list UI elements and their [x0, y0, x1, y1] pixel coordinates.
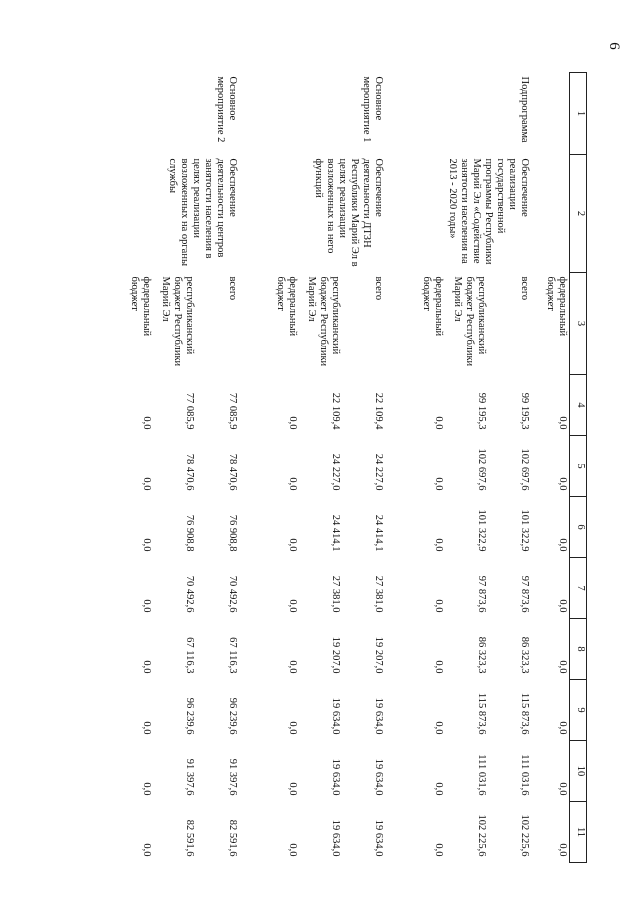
table-row — [197, 73, 240, 863]
amount-cell: 27 381,0 — [330, 575, 342, 613]
amount-cell: 19 634,0 — [373, 819, 385, 857]
amount-cell: 96 239,6 — [184, 697, 196, 735]
amount-cell: 115 873,6 — [519, 692, 531, 735]
funding-source-cell: федеральный бюджет — [129, 276, 153, 337]
funding-source-cell: всего — [519, 276, 531, 301]
amount-cell: 24 227,0 — [330, 453, 342, 491]
amount-cell: 0,0 — [287, 538, 299, 552]
amount-cell: 0,0 — [287, 721, 299, 735]
amount-cell: 76 908,8 — [184, 514, 196, 552]
header-col: 1 — [570, 73, 587, 155]
amount-cell: 19 634,0 — [330, 819, 342, 857]
amount-cell: 0,0 — [141, 782, 153, 796]
amount-cell: 70 492,6 — [227, 575, 239, 613]
funding-source-cell: республиканский бюджет Республики Марий Эл — [452, 276, 488, 367]
amount-cell: 0,0 — [433, 660, 445, 674]
table-body — [100, 73, 570, 863]
amount-cell: 82 591,6 — [227, 819, 239, 857]
spacer-cell — [240, 73, 246, 863]
amount-cell: 19 207,0 — [330, 636, 342, 674]
funding-source-cell: республиканский бюджет Республики Марий Эл — [306, 276, 342, 367]
amount-cell: 0,0 — [557, 782, 568, 796]
amount-cell: 82 591,6 — [184, 819, 196, 857]
amount-cell: 24 414,1 — [373, 514, 385, 552]
amount-cell: 22 109,4 — [373, 392, 385, 430]
header-col: 4 — [570, 375, 587, 436]
amount-cell: 67 116,3 — [184, 637, 196, 674]
spacer-cell — [386, 73, 392, 863]
amount-cell: 19 634,0 — [373, 697, 385, 735]
group-spacer — [386, 73, 392, 863]
amount-cell: 97 873,6 — [476, 575, 488, 613]
amount-cell: 0,0 — [433, 538, 445, 552]
amount-cell: 0,0 — [287, 416, 299, 430]
amount-cell: 0,0 — [557, 721, 568, 735]
amount-cell: 0,0 — [141, 477, 153, 491]
item-name-cell: Обеспечение деятельности центров занятости населения в целях реализации возложенных на органы службы — [167, 158, 239, 267]
amount-cell: 19 634,0 — [330, 758, 342, 796]
amount-cell: 0,0 — [287, 843, 299, 857]
amount-cell: 76 908,8 — [227, 514, 239, 552]
amount-cell: 91 397,6 — [184, 758, 196, 796]
amount-cell: 24 227,0 — [373, 453, 385, 491]
header-col: 6 — [570, 497, 587, 558]
amount-cell: 0,0 — [557, 416, 568, 430]
amount-cell: 0,0 — [433, 721, 445, 735]
amount-cell: 0,0 — [433, 782, 445, 796]
amount-cell: 0,0 — [141, 416, 153, 430]
amount-cell: 0,0 — [141, 538, 153, 552]
amount-cell: 91 397,6 — [227, 758, 239, 796]
amount-cell: 0,0 — [433, 599, 445, 613]
header-col: 11 — [570, 802, 587, 863]
item-type-cell: Основное мероприятие 1 — [361, 76, 385, 143]
amount-cell: 0,0 — [141, 721, 153, 735]
amount-cell: 102 697,6 — [476, 448, 488, 491]
amount-cell: 77 085,9 — [227, 392, 239, 430]
funding-source-cell: всего — [373, 276, 385, 301]
amount-cell: 111 031,6 — [476, 754, 488, 796]
amount-cell: 0,0 — [141, 660, 153, 674]
amount-cell: 19 634,0 — [330, 697, 342, 735]
item-name-cell: Обеспечение реализации государственной программы Республики Марий Эл «Содействие занятости населения на 2013 - 2020 годы» — [447, 158, 531, 265]
item-type-cell: Основное мероприятие 2 — [215, 76, 239, 143]
budget-table — [100, 72, 588, 863]
amount-cell: 101 322,9 — [476, 509, 488, 552]
header-col: 8 — [570, 619, 587, 680]
header-col: 10 — [570, 741, 587, 802]
amount-cell: 97 873,6 — [519, 575, 531, 613]
header-col: 9 — [570, 680, 587, 741]
header-col: 2 — [570, 155, 587, 273]
item-name-cell: Обеспечение деятельности ДТЗН Республики Марий Эл в целях реализации возложенных на него функций — [313, 158, 385, 267]
amount-cell: 27 381,0 — [373, 575, 385, 613]
table-row — [343, 73, 386, 863]
table-row — [489, 73, 532, 863]
spacer-cell — [532, 73, 538, 863]
amount-cell: 102 697,6 — [519, 448, 531, 491]
amount-cell: 0,0 — [557, 477, 568, 491]
funding-source-cell: федеральный бюджет — [421, 276, 445, 337]
amount-cell: 101 322,9 — [519, 509, 531, 552]
funding-source-cell: федеральный бюджет — [545, 276, 568, 337]
amount-cell: 0,0 — [141, 843, 153, 857]
amount-cell: 0,0 — [557, 843, 568, 857]
amount-cell: 99 195,3 — [519, 392, 531, 430]
amount-cell: 115 873,6 — [476, 692, 488, 735]
item-type-cell: Подпрограмма — [519, 76, 531, 143]
amount-cell: 22 109,4 — [330, 392, 342, 430]
group-spacer — [240, 73, 246, 863]
funding-source-cell: федеральный бюджет — [275, 276, 299, 337]
page-number: 6 — [606, 42, 622, 50]
amount-cell: 78 470,6 — [184, 453, 196, 491]
funding-source-cell: всего — [227, 276, 239, 301]
amount-cell: 19 634,0 — [373, 758, 385, 796]
amount-cell: 0,0 — [287, 660, 299, 674]
header-col: 7 — [570, 558, 587, 619]
column-number-header — [570, 73, 587, 863]
amount-cell: 102 225,6 — [476, 814, 488, 857]
amount-cell: 24 414,1 — [330, 514, 342, 552]
amount-cell: 86 323,3 — [476, 636, 488, 674]
item-name-cell — [538, 155, 570, 273]
amount-cell: 99 195,3 — [476, 392, 488, 430]
amount-cell: 70 492,6 — [184, 575, 196, 613]
amount-cell: 19 207,0 — [373, 636, 385, 674]
amount-cell: 86 323,3 — [519, 636, 531, 674]
amount-cell: 0,0 — [557, 660, 568, 674]
amount-cell: 0,0 — [287, 782, 299, 796]
header-col: 5 — [570, 436, 587, 497]
rotated-budget-table — [125, 72, 587, 862]
amount-cell: 67 116,3 — [227, 637, 239, 674]
amount-cell: 77 085,9 — [184, 392, 196, 430]
group-spacer — [532, 73, 538, 863]
item-type-cell — [538, 73, 570, 155]
amount-cell: 0,0 — [141, 599, 153, 613]
amount-cell: 0,0 — [433, 843, 445, 857]
funding-source-cell: республиканский бюджет Республики Марий Эл — [160, 276, 196, 367]
amount-cell: 96 239,6 — [227, 697, 239, 735]
amount-cell: 78 470,6 — [227, 453, 239, 491]
amount-cell: 0,0 — [557, 599, 568, 613]
header-col: 3 — [570, 273, 587, 375]
amount-cell: 0,0 — [557, 538, 568, 552]
amount-cell: 102 225,6 — [519, 814, 531, 857]
amount-cell: 0,0 — [287, 477, 299, 491]
amount-cell: 0,0 — [287, 599, 299, 613]
table-row — [538, 73, 570, 863]
amount-cell: 0,0 — [433, 416, 445, 430]
amount-cell: 0,0 — [433, 477, 445, 491]
amount-cell: 111 031,6 — [519, 754, 531, 796]
